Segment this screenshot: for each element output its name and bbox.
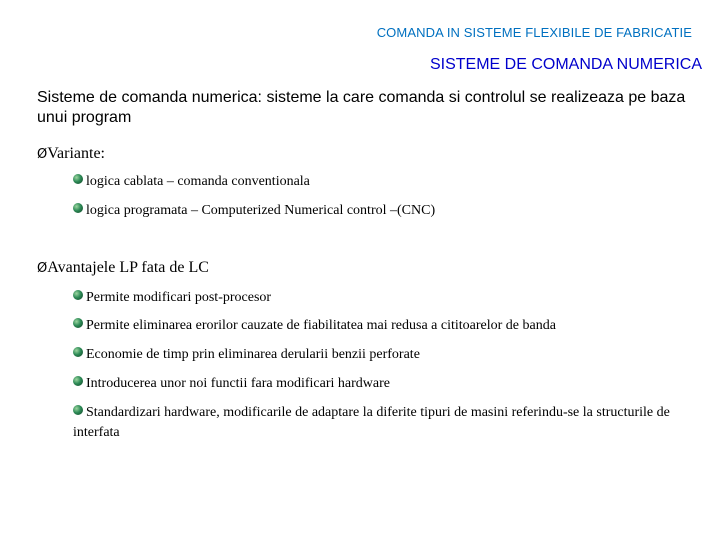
- variants-heading: [37, 145, 105, 163]
- list-item: [73, 345, 420, 365]
- list-item: [73, 403, 708, 443]
- sphere-bullet-icon: [73, 347, 83, 357]
- variants-heading-text: Variante:: [47, 145, 105, 162]
- list-item-text: Standardizari hardware, modificarile de adaptare la diferite tipuri de masini referindu-se la structurile de interfata: [73, 405, 670, 440]
- list-item-text: Economie de timp prin eliminarea derularii benzii perforate: [86, 347, 420, 362]
- list-item: [73, 288, 271, 308]
- sphere-bullet-icon: [73, 203, 83, 213]
- arrow-bullet-icon: Ø: [37, 147, 48, 162]
- sphere-bullet-icon: [73, 290, 83, 300]
- intro-paragraph: Sisteme de comanda numerica: sisteme la care comanda si controlul se realizeaza pe baza unui program: [37, 89, 686, 126]
- sphere-bullet-icon: [73, 318, 83, 328]
- sphere-bullet-icon: [73, 376, 83, 386]
- arrow-bullet-icon: Ø: [37, 261, 48, 276]
- list-item-text: logica programata – Computerized Numerical control –(CNC): [86, 203, 436, 218]
- list-item: [73, 316, 556, 336]
- list-item-text: Permite eliminarea erorilor cauzate de fiabilitatea mai redusa a cititoarelor de banda: [86, 318, 556, 333]
- list-item: [73, 172, 310, 192]
- advantages-heading-text: Avantajele LP fata de LC: [47, 259, 209, 276]
- advantages-heading: [37, 259, 209, 277]
- sphere-bullet-icon: [73, 405, 83, 415]
- list-item: [73, 374, 390, 394]
- slide-title: SISTEME DE COMANDA NUMERICA: [429, 56, 702, 73]
- sphere-bullet-icon: [73, 174, 83, 184]
- section-title: COMANDA IN SISTEME FLEXIBILE DE FABRICATIE: [376, 25, 692, 40]
- list-item: [73, 201, 435, 221]
- list-item-text: Introducerea unor noi functii fara modificari hardware: [86, 376, 390, 391]
- list-item-text: Permite modificari post-procesor: [86, 290, 272, 305]
- list-item-text: logica cablata – comanda conventionala: [86, 174, 310, 189]
